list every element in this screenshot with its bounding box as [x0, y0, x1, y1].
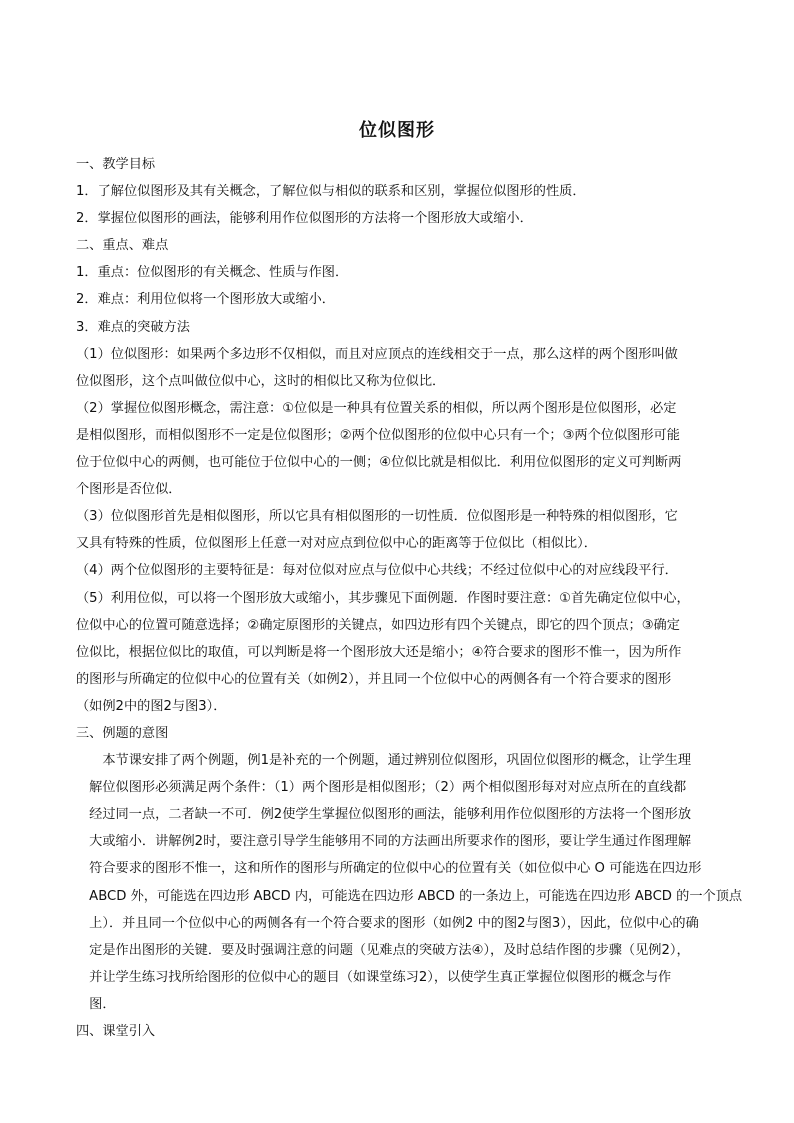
text-line: 位似比，根据位似比的取值，可以判断是将一个图形放大还是缩小；④符合要求的图形不惟一，因为所作 [76, 644, 682, 660]
document-body [76, 151, 743, 1045]
text-line: 3．难点的突破方法 [76, 319, 190, 335]
text-line: 是相似图形，而相似图形不一定是位似图形；②两个位似图形的位似中心只有一个；③两个位似图形可能 [76, 427, 680, 443]
text-line: 二、重点、难点 [76, 238, 169, 254]
text-line: 定是作出图形的关键．要及时强调注意的问题（见难点的突破方法④），及时总结作图的步骤（见例2）， [76, 942, 690, 958]
text-line: 符合要求的图形不惟一，这和所作的图形与所确定的位似中心的位置有关（如位似中心 O 可能选在四边形 [76, 861, 702, 877]
text-line: 1．了解位似图形及其有关概念，了解位似与相似的联系和区别，掌握位似图形的性质． [76, 184, 586, 200]
text-line: 一、教学目标 [76, 157, 156, 172]
text-line: 位于位似中心的两侧，也可能位于位似中心的一侧；④位似比就是相似比．利用位似图形的定义可判断两 [76, 455, 682, 471]
text-line: 个图形是否位似． [76, 482, 182, 498]
text-line: （4）两个位似图形的主要特征是：每对位似对应点与位似中心共线；不经过位似中心的对应线段平行． [76, 563, 678, 579]
text-line: ABCD 外，可能选在四边形 ABCD 内，可能选在四边形 ABCD 的一条边上，可能选在四边形 ABCD 的一个顶点 [76, 888, 743, 904]
text-line: （5）利用位似，可以将一个图形放大或缩小，其步骤见下面例题．作图时要注意：①首先确定位似中心， [76, 590, 690, 606]
text-line: 位似图形，这个点叫做位似中心，这时的相似比又称为位似比． [76, 373, 446, 389]
text-line: 解位似图形必须满足两个条件：（1）两个图形是相似图形；（2）两个相似图形每对对应点所在的直线都 [76, 780, 687, 796]
text-line: 三、例题的意图 [76, 725, 169, 741]
text-line: （2）掌握位似图形概念，需注意：①位似是一种具有位置关系的相似，所以两个图形是位似图形，必定 [76, 400, 677, 416]
text-line: （1）位似图形：如果两个多边形不仅相似，而且对应顶点的连线相交于一点，那么这样的两个图形叫做 [76, 346, 678, 362]
text-line: 并让学生练习找所给图形的位似中心的题目（如课堂练习2），以使学生真正掌握位似图形的概念与作 [76, 969, 672, 985]
text-line: 上）．并且同一个位似中心的两侧各有一个符合要求的图形（如例2 中的图2与图3），因此，位似中心的确 [76, 915, 699, 931]
text-line: 2．难点：利用位似将一个图形放大或缩小． [76, 292, 335, 308]
text-line: 图． [76, 996, 116, 1012]
text-line: 本节课安排了两个例题，例1是补充的一个例题，通过辨别位似图形，巩固位似图形的概念，让学生理 [76, 753, 692, 769]
text-line: （如例2中的图2与图3）． [76, 698, 227, 714]
text-line: 四、课堂引入 [76, 1024, 156, 1039]
text-line: 1．重点：位似图形的有关概念、性质与作图． [76, 265, 349, 281]
text-line: 位似中心的位置可随意选择；②确定原图形的关键点，如四边形有四个关键点，即它的四个顶点；③确定 [76, 617, 680, 633]
text-line: 又具有特殊的性质，位似图形上任意一对对应点到位似中心的距离等于位似比（相似比）． [76, 536, 597, 552]
text-line: 的图形与所确定的位似中心的位置有关（如例2），并且同一个位似中心的两侧各有一个符合要求的图形 [76, 671, 672, 687]
text-line: 2．掌握位似图形的画法，能够利用作位似图形的方法将一个图形放大或缩小． [76, 211, 533, 227]
text-line: （3）位似图形首先是相似图形，所以它具有相似图形的一切性质．位似图形是一种特殊的相似图形，它 [76, 509, 678, 525]
text-line: 大或缩小．讲解例2时，要注意引导学生能够用不同的方法画出所要求作的图形，要让学生通过作图理解 [76, 834, 692, 850]
page-title: 位似图形 [359, 120, 435, 141]
text-line: 经过同一点，二者缺一不可．例2使学生掌握位似图形的画法，能够利用作位似图形的方法将一个图形放 [76, 807, 692, 823]
